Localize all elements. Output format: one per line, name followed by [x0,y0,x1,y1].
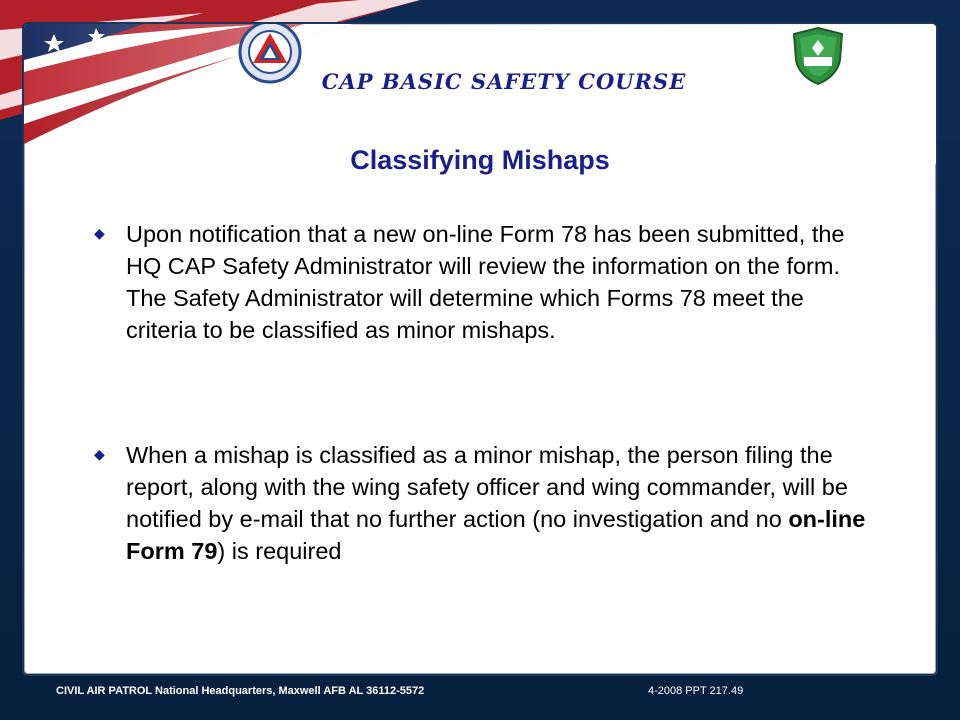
footer [0,684,960,706]
course-title: CAP BASIC SAFETY COURSE [321,69,687,94]
diamond-bullet-icon: ◆ [94,446,105,462]
bullet-text-bold: on-line Form 79 [126,506,866,564]
content-panel [24,24,936,674]
bullet-text: Upon notification that a new on-line Form 78 has been submitted, the HQ CAP Safety Administrator will review the information on the form. The Safety Administrator will determine which Forms 78 meet the criteria to be classified as minor mishaps. [126,221,845,343]
slide-title: Classifying Mishaps [350,145,610,175]
diamond-bullet-icon: ◆ [94,225,105,241]
bullet-text [126,439,866,567]
bullet-text-before: When a mishap is classified as a minor mishap, the person filing the report, along with the wing safety officer and wing commander, will be notified by e-mail that no further action (no investigation and no [126,442,848,532]
footer-address: CIVIL AIR PATROL National Headquarters, Maxwell AFB AL 36112-5572 [56,685,425,697]
footer-code: 4-2008 PPT 217.49 [648,685,744,697]
bullet-text-after: ) is required [217,538,342,564]
